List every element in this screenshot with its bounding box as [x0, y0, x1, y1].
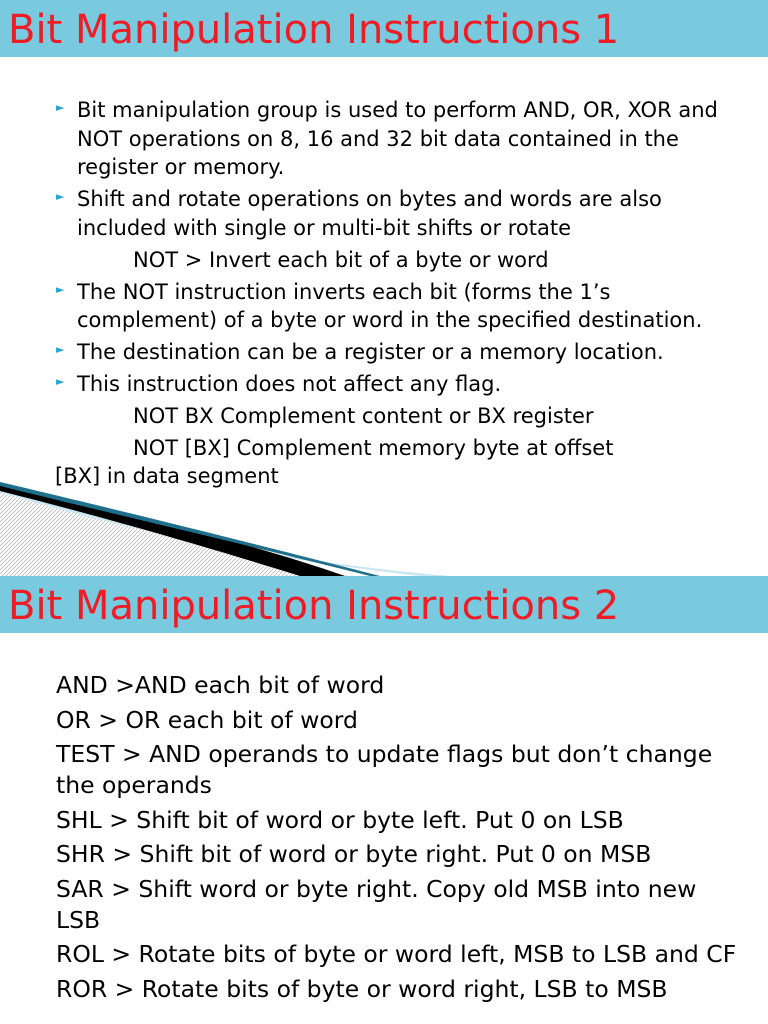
title-bar [0, 0, 768, 57]
bullet-item [0, 278, 768, 335]
instruction-line: ROR > Rotate bits of byte or word right, LSB to MSB [56, 974, 668, 1003]
example-line: NOT BX Complement content or BX register [133, 404, 594, 428]
bullet-list [0, 96, 768, 491]
instruction-line: ROL > Rotate bits of byte or word left, MSB to LSB and CF [56, 940, 737, 968]
instruction-line: TEST > AND operands to update flags but don’t change the operands [56, 740, 713, 799]
example-line-continuation: [BX] in data segment [55, 464, 279, 488]
triangle-right-icon: ► [56, 282, 65, 296]
bullet-item [0, 96, 768, 182]
sub-line-not: NOT > Invert each bit of a byte or word [133, 247, 549, 272]
bullet-text: This instruction does not affect any flag. [77, 372, 502, 396]
triangle-right-icon: ► [56, 343, 65, 356]
bullet-text: The destination can be a register or a memory location. [77, 340, 664, 364]
instruction-line: SHR > Shift bit of word or byte right. Put 0 on MSB [56, 840, 652, 868]
bullet-item [0, 370, 768, 399]
bullet-text: Shift and rotate operations on bytes and words are also included with single or multi-bit shifts or rotate [77, 187, 662, 240]
bullet-text: Bit manipulation group is used to perform AND, OR, XOR and NOT operations on 8, 16 and 32 bit data contained in the register or memory. [77, 98, 718, 179]
example-line: NOT [BX] Complement memory byte at offset [133, 436, 614, 460]
title-bar [0, 576, 768, 633]
instruction-line: SHL > Shift bit of word or byte left. Put 0 on LSB [56, 805, 624, 834]
slide-title: Bit Manipulation Instructions 2 [8, 583, 620, 629]
bullet-item [0, 185, 768, 242]
decorative-swoosh [0, 478, 768, 576]
instruction-line: OR > OR each bit of word [56, 705, 358, 734]
instruction-list [56, 670, 746, 1008]
triangle-right-icon: ► [56, 101, 65, 114]
slide-2 [0, 576, 768, 1024]
instruction-line: AND >AND each bit of word [56, 671, 385, 699]
slide-title: Bit Manipulation Instructions 1 [8, 7, 620, 53]
triangle-right-icon: ► [56, 190, 65, 203]
instruction-line: SAR > Shift word or byte right. Copy old MSB into new LSB [56, 874, 697, 934]
triangle-right-icon: ► [56, 375, 65, 388]
bullet-item [0, 338, 768, 367]
bullet-text: The NOT instruction inverts each bit (forms the 1’s complement) of a byte or word in the specified destination. [77, 279, 703, 332]
